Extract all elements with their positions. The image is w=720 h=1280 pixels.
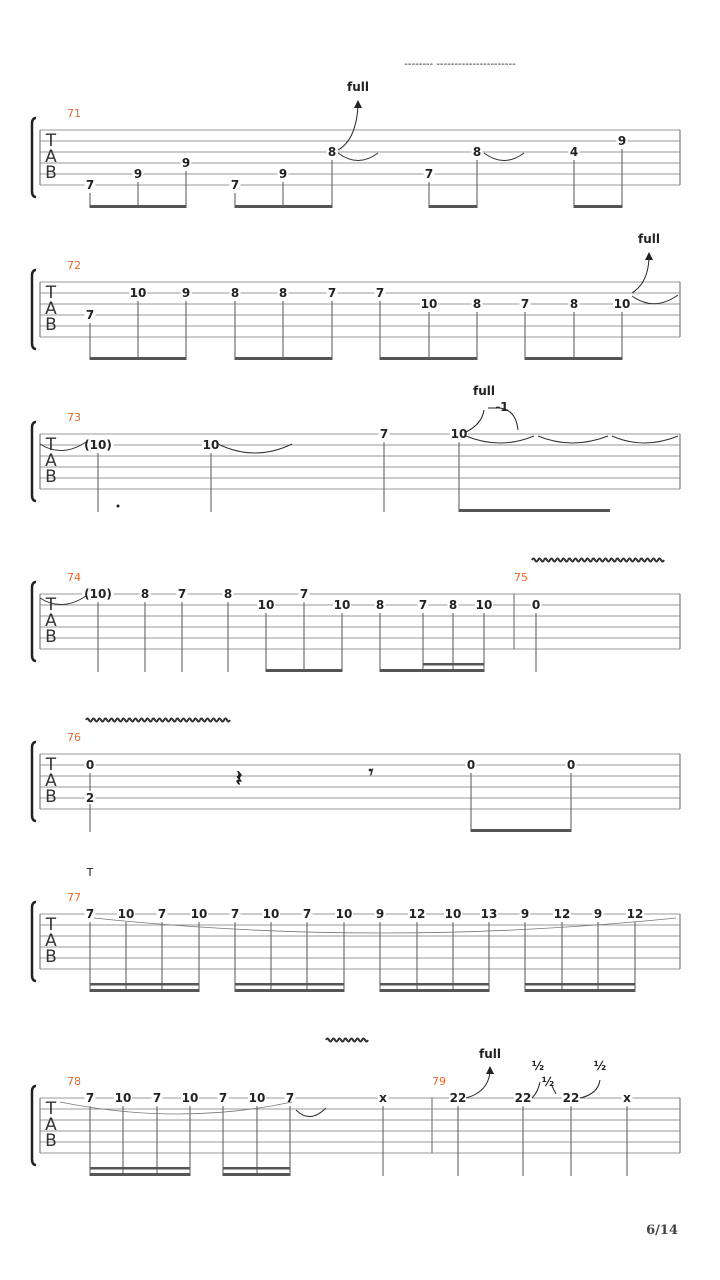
fret-number: 7: [152, 1091, 162, 1105]
tab-letter-a: A: [45, 299, 57, 319]
beam: [380, 989, 489, 992]
bend-label: full: [638, 232, 660, 246]
measure-number: 73: [67, 411, 81, 424]
measure-number: 71: [67, 107, 81, 120]
fret-number: 8: [472, 145, 482, 159]
tab-letter-a: A: [45, 1115, 57, 1135]
bend-label: ½: [531, 1059, 545, 1073]
bend-label: ½: [593, 1059, 607, 1073]
fret-number: 8: [230, 286, 240, 300]
dot: [117, 505, 120, 508]
staff-bracket: [32, 582, 36, 661]
fret-number: 7: [218, 1091, 228, 1105]
bend-label: full: [473, 384, 495, 398]
beam: [471, 829, 571, 832]
fret-number: 22: [514, 1091, 532, 1105]
fret-number: 7: [424, 167, 434, 181]
tab-letter-a: A: [45, 451, 57, 471]
measure-number: 72: [67, 259, 81, 272]
tab-letter-t: T: [45, 131, 57, 151]
top-dashed-text: -------- ----------------------: [404, 59, 516, 70]
beam: [266, 669, 342, 672]
fret-number: 12: [626, 907, 644, 921]
tab-letter-a: A: [45, 147, 57, 167]
fret-number: 7: [230, 178, 240, 192]
fret-number: 0: [566, 758, 576, 772]
fret-number: 9: [617, 134, 627, 148]
fret-number: 7: [85, 308, 95, 322]
fret-number: 7: [85, 907, 95, 921]
fret-number: 4: [569, 145, 579, 159]
tab-letter-b: B: [45, 1131, 57, 1151]
beam: [223, 1173, 290, 1176]
fret-number: 7: [299, 587, 309, 601]
measure-number: 75: [514, 571, 528, 584]
fret-number: (10): [84, 587, 112, 601]
tab-letter-b: B: [45, 163, 57, 183]
fret-number: 10: [420, 297, 438, 311]
tie-arc: [466, 436, 534, 443]
tab-letter-t: T: [45, 435, 57, 455]
score-body: [32, 59, 680, 1176]
bend-arrow: [466, 410, 484, 432]
beam: [459, 509, 610, 512]
tab-letter-t: T: [45, 283, 57, 303]
fret-number: 7: [379, 427, 389, 441]
tie-arc: [538, 436, 608, 443]
bend-arrow: [338, 106, 358, 150]
fret-number: 10: [117, 907, 135, 921]
system-6: [32, 891, 680, 992]
fret-number: 10: [333, 598, 351, 612]
beam-secondary: [235, 983, 344, 986]
beam: [429, 205, 477, 208]
system-4: [32, 571, 680, 672]
bend-arrow: [632, 258, 649, 293]
bend-arrowhead: [645, 252, 653, 260]
fret-number: 7: [177, 587, 187, 601]
fret-number: 9: [133, 167, 143, 181]
bend-label: full: [479, 1047, 501, 1061]
beam: [380, 357, 477, 360]
fret-number: 8: [327, 145, 337, 159]
measure-number: 76: [67, 731, 81, 744]
tab-letter-t: T: [45, 595, 57, 615]
staff-bracket: [32, 742, 36, 821]
measure-number: 78: [67, 1075, 81, 1088]
fret-number: 0: [466, 758, 476, 772]
tab-letter-a: A: [45, 771, 57, 791]
fret-number: x: [379, 1091, 387, 1105]
staff-bracket: [32, 422, 36, 501]
fret-number: 7: [302, 907, 312, 921]
release-label: -1: [495, 400, 509, 414]
fret-number: 10: [181, 1091, 199, 1105]
tab-letter-t: T: [45, 1099, 57, 1119]
fret-number: 7: [85, 1091, 95, 1105]
fret-number: 10: [129, 286, 147, 300]
fret-number: x: [623, 1091, 631, 1105]
tab-letter-b: B: [45, 467, 57, 487]
fret-number: 9: [181, 156, 191, 170]
tie-arc: [338, 153, 378, 161]
fret-number: 9: [375, 907, 385, 921]
vibrato-line: [532, 559, 664, 562]
beam: [380, 669, 484, 672]
tab-letter-b: B: [45, 947, 57, 967]
bend-arrow: [466, 1072, 490, 1098]
system-2: [32, 259, 680, 360]
vibrato-line: [326, 1039, 368, 1042]
fret-number: 8: [278, 286, 288, 300]
fret-number: 10: [450, 427, 468, 441]
beam: [235, 989, 344, 992]
staff-bracket: [32, 1086, 36, 1165]
beam: [90, 357, 186, 360]
bend-label: full: [347, 80, 369, 94]
fret-number: 10: [335, 907, 353, 921]
fret-number: (10): [84, 438, 112, 452]
fret-number: 22: [562, 1091, 580, 1105]
staff-bracket: [32, 902, 36, 981]
beam-secondary: [380, 983, 489, 986]
fret-number: 0: [531, 598, 541, 612]
release-label: ½: [541, 1075, 555, 1089]
staff-bracket: [32, 118, 36, 197]
fret-number: 10: [475, 598, 493, 612]
fret-number: 12: [553, 907, 571, 921]
fret-number: 8: [223, 587, 233, 601]
beam: [525, 357, 622, 360]
fret-number: 13: [480, 907, 498, 921]
measure-number: 79: [432, 1075, 446, 1088]
vibrato-line: [86, 719, 230, 722]
bend-arrowhead: [486, 1066, 494, 1074]
fret-number: 2: [85, 791, 95, 805]
tab-letter-t: T: [45, 915, 57, 935]
fret-number: 7: [285, 1091, 295, 1105]
fret-number: 7: [327, 286, 337, 300]
tap-mark: T: [86, 866, 94, 879]
tab-letter-a: A: [45, 931, 57, 951]
beam-secondary: [423, 663, 484, 666]
bend-arrow: [580, 1080, 600, 1098]
fret-number: 8: [375, 598, 385, 612]
fret-number: 7: [230, 907, 240, 921]
beam: [90, 989, 199, 992]
fret-number: 7: [85, 178, 95, 192]
fret-number: 8: [472, 297, 482, 311]
beam-secondary: [90, 983, 199, 986]
system-3: [32, 411, 680, 512]
beam: [525, 989, 635, 992]
beam: [90, 205, 186, 208]
fret-number: 9: [278, 167, 288, 181]
fret-number: 10: [202, 438, 220, 452]
staff-bracket: [32, 270, 36, 349]
measure-number: 74: [67, 571, 81, 584]
fret-number: 7: [375, 286, 385, 300]
beam-secondary: [90, 1167, 190, 1170]
fret-number: 8: [569, 297, 579, 311]
fret-number: 22: [449, 1091, 467, 1105]
quarter-rest: 𝄽: [235, 767, 243, 792]
eighth-rest: 𝄾: [368, 762, 374, 783]
fret-number: 8: [140, 587, 150, 601]
fret-number: 10: [190, 907, 208, 921]
page-number: 6/14: [646, 1223, 678, 1238]
beam: [574, 205, 622, 208]
tie-arc: [632, 295, 678, 304]
fret-number: 7: [520, 297, 530, 311]
fret-number: 10: [257, 598, 275, 612]
fret-number: 0: [85, 758, 95, 772]
fret-number: 10: [114, 1091, 132, 1105]
fret-number: 9: [520, 907, 530, 921]
beam-secondary: [223, 1167, 290, 1170]
fret-number: 10: [444, 907, 462, 921]
fret-number: 9: [181, 286, 191, 300]
fret-number: 12: [408, 907, 426, 921]
beam: [235, 205, 332, 208]
fret-number: 7: [418, 598, 428, 612]
fret-number: 8: [448, 598, 458, 612]
system-7: [32, 1075, 680, 1176]
tab-letter-t: T: [45, 755, 57, 775]
fret-number: 10: [262, 907, 280, 921]
tie-arc: [612, 436, 678, 443]
tab-letter-b: B: [45, 627, 57, 647]
tab-letter-a: A: [45, 611, 57, 631]
tab-letter-b: B: [45, 315, 57, 335]
beam: [90, 1173, 190, 1176]
fret-number: 10: [613, 297, 631, 311]
bend-arrow: [532, 1082, 540, 1098]
fret-number: 10: [248, 1091, 266, 1105]
system-5: [32, 731, 680, 832]
beam-secondary: [525, 983, 635, 986]
measure-number: 77: [67, 891, 81, 904]
bend-arrowhead: [354, 100, 362, 108]
beam: [235, 357, 332, 360]
tie-arc: [484, 153, 524, 161]
fret-number: 9: [593, 907, 603, 921]
tab-letter-b: B: [45, 787, 57, 807]
fret-number: 7: [157, 907, 167, 921]
